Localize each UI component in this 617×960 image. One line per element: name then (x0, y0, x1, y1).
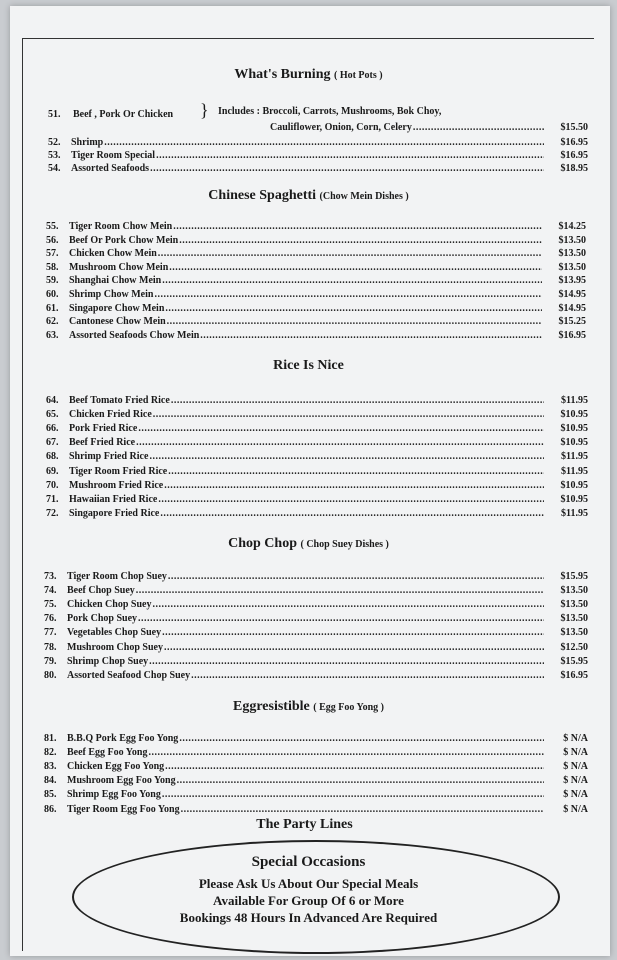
item-name: Singapore Fried Rice (69, 507, 160, 519)
item-number: 71. (46, 493, 59, 505)
item-number: 74. (44, 585, 57, 597)
menu-item (46, 302, 586, 315)
item-price: $ N/A (563, 775, 588, 787)
item-name: Mushroom Fried Rice (69, 479, 164, 491)
menu-item (46, 394, 588, 407)
dot-leader (149, 450, 544, 463)
item-number: 79. (44, 655, 57, 667)
dot-leader (160, 507, 544, 520)
item-number: 60. (46, 289, 59, 300)
item-name: Pork Chop Suey (67, 613, 138, 625)
item-price: $13.50 (560, 585, 588, 597)
dot-leader (179, 732, 544, 745)
dot-leader (191, 669, 544, 682)
item-price: $16.95 (560, 137, 588, 148)
section-subtitle: ( Chop Suey Dishes ) (300, 539, 389, 550)
menu-item (46, 408, 588, 421)
item-number: 70. (46, 479, 59, 491)
dot-leader (165, 760, 544, 773)
item-name: Beef Egg Foo Yong (67, 747, 148, 759)
item-name: B.B.Q Pork Egg Foo Yong (67, 733, 179, 744)
section-title-rice-is-nice (0, 358, 617, 374)
dot-leader (150, 162, 544, 175)
menu-item (44, 746, 588, 759)
item-name: Mushroom Egg Foo Yong (67, 775, 176, 787)
section-title-whats-burning (0, 67, 617, 83)
dot-leader (168, 570, 544, 583)
item-name: Beef Tomato Fried Rice (69, 395, 170, 406)
menu-item (46, 274, 586, 287)
item-number: 80. (44, 669, 57, 681)
item-price: $14.95 (558, 302, 586, 314)
item-number: 68. (46, 451, 59, 463)
special-occasions-line-1: Please Ask Us About Our Special Meals (198, 876, 419, 891)
section-heading: Chop Chop (228, 536, 297, 551)
item-number: 81. (44, 733, 57, 744)
dot-leader (156, 149, 544, 162)
section-title-chop-chop (0, 536, 617, 552)
item-price: $15.95 (560, 655, 588, 667)
dot-leader (158, 493, 544, 506)
item-number: 65. (46, 409, 59, 421)
item-price: $ N/A (563, 803, 588, 815)
item-name: Cantonese Chow Mein (69, 316, 166, 328)
item-name: Chicken Chow Mein (69, 248, 157, 260)
item-price: $16.95 (558, 329, 586, 341)
dot-leader (149, 655, 544, 668)
item-number: 76. (44, 613, 57, 625)
item-name: Assorted Seafoods (71, 163, 150, 174)
dot-leader (177, 774, 544, 787)
item-name: Tiger Room Fried Rice (69, 465, 168, 477)
menu-item-51 (48, 108, 198, 121)
menu-item (46, 507, 588, 520)
item-number: 77. (44, 627, 57, 639)
item-name: Shrimp Egg Foo Yong (67, 789, 161, 801)
dot-leader (165, 302, 542, 315)
item-number: 64. (46, 395, 59, 406)
item-price: $11.95 (561, 395, 588, 406)
item-price: $16.95 (560, 669, 588, 681)
menu-item (46, 436, 588, 449)
item-number: 75. (44, 599, 57, 611)
item-number: 86. (44, 803, 57, 815)
item-price: $ N/A (563, 733, 588, 744)
section-subtitle: (Chow Mein Dishes ) (319, 191, 409, 202)
menu-item-53 (48, 149, 588, 162)
dot-leader (181, 803, 544, 816)
item-name: Pork Fried Rice (69, 423, 138, 435)
section-title-eggresistible (0, 699, 617, 715)
item-number: 58. (46, 261, 59, 273)
menu-item (44, 641, 588, 654)
menu-item (46, 288, 586, 301)
section-heading: Rice Is Nice (273, 358, 344, 373)
item-price: $10.95 (560, 437, 588, 449)
item-price: $ N/A (563, 761, 588, 773)
dot-leader (138, 612, 544, 625)
item-number: 63. (46, 329, 59, 341)
item-price: $14.25 (558, 221, 586, 232)
dot-leader (164, 641, 544, 654)
item-price: $18.95 (560, 163, 588, 174)
item-name: Tiger Room Special (71, 150, 156, 161)
item-price: $13.50 (558, 248, 586, 260)
item-name: Chicken Egg Foo Yong (67, 761, 165, 773)
item-number: 85. (44, 789, 57, 801)
dot-leader (413, 121, 544, 134)
special-occasions-line-3: Bookings 48 Hours In Advanced Are Required (179, 910, 438, 925)
item-price: $15.50 (560, 122, 588, 133)
item-price: $10.95 (560, 493, 588, 505)
section-heading: Chinese Spaghetti (208, 188, 317, 203)
special-occasions-line-2: Available For Group Of 6 or More (213, 893, 404, 908)
item-number: 66. (46, 423, 59, 435)
item-price: $11.95 (561, 465, 588, 477)
dot-leader (138, 422, 544, 435)
item-number: 61. (46, 302, 59, 314)
dot-leader (162, 626, 544, 639)
item-price: $13.50 (558, 234, 586, 246)
menu-item (44, 732, 588, 745)
item-price: $14.95 (558, 289, 586, 300)
item-name: Tiger Room Egg Foo Yong (67, 803, 180, 815)
menu-item (46, 234, 586, 247)
section-subtitle: ( Egg Foo Yong ) (313, 702, 384, 713)
item-name: Shanghai Chow Mein (69, 275, 162, 287)
menu-item (44, 598, 588, 611)
item-name: Mushroom Chow Mein (69, 261, 169, 273)
section-heading: What's Burning (234, 67, 331, 82)
item-number: 53. (48, 150, 61, 161)
menu-item (44, 788, 588, 801)
dot-leader (158, 247, 542, 260)
dot-leader (162, 274, 542, 287)
section-heading: Eggresistible (233, 699, 310, 714)
item-price: $10.95 (560, 423, 588, 435)
item-number: 73. (44, 571, 57, 582)
dot-leader (168, 465, 544, 478)
dot-leader (167, 315, 542, 328)
menu-item (46, 220, 586, 233)
item-name: Singapore Chow Mein (69, 302, 165, 314)
item-name: Vegetables Chop Suey (67, 627, 162, 639)
menu-item (44, 803, 588, 816)
item-price: $13.50 (560, 599, 588, 611)
item-name: Beef Fried Rice (69, 437, 136, 449)
item-number: 82. (44, 747, 57, 759)
item-name: Chicken Chop Suey (67, 599, 152, 611)
special-occasions-title: Special Occasions (251, 854, 366, 870)
item-price: $11.95 (561, 451, 588, 463)
item-name: Beef Chop Suey (67, 585, 135, 597)
item-name: Mushroom Chop Suey (67, 641, 163, 653)
item-number: 51. (48, 109, 61, 120)
item-name: Shrimp Chow Mein (69, 289, 154, 300)
menu-item (46, 315, 586, 328)
menu-item (44, 760, 588, 773)
menu-item (46, 493, 588, 506)
dot-leader (171, 394, 544, 407)
item-number: 52. (48, 137, 61, 148)
dot-leader (169, 261, 542, 274)
menu-item (46, 479, 588, 492)
dot-leader (179, 234, 542, 247)
menu-item (44, 669, 588, 682)
menu-item (44, 626, 588, 639)
item-price: $15.25 (558, 316, 586, 328)
menu-item (46, 450, 588, 463)
item-price: $ N/A (563, 789, 588, 801)
menu-item (46, 261, 586, 274)
item-price: $12.50 (560, 641, 588, 653)
dot-leader (164, 479, 544, 492)
menu-item (46, 465, 588, 478)
item-number: 56. (46, 234, 59, 246)
item-number: 67. (46, 437, 59, 449)
item-name: Shrimp Fried Rice (69, 451, 149, 463)
dot-leader (152, 598, 544, 611)
item-price: $15.95 (560, 571, 588, 582)
party-lines-heading: The Party Lines (256, 817, 353, 832)
brace-symbol: } (200, 100, 209, 120)
item-number: 84. (44, 775, 57, 787)
item-price: $16.95 (560, 150, 588, 161)
item-name: Assorted Seafoods Chow Mein (69, 329, 200, 341)
item-number: 72. (46, 507, 59, 519)
item-name: Assorted Seafood Chop Suey (67, 669, 191, 681)
item-number: 83. (44, 761, 57, 773)
menu-item (46, 247, 586, 260)
section-title-chinese-spaghetti (0, 188, 617, 204)
dot-leader (148, 746, 544, 759)
item-name: Tiger Room Chow Mein (69, 221, 173, 232)
item-price: $11.95 (561, 507, 588, 519)
item-number: 69. (46, 465, 59, 477)
dot-leader (154, 288, 542, 301)
menu-item (44, 570, 588, 583)
includes-line-2-row (270, 121, 588, 134)
item-price: $ N/A (563, 747, 588, 759)
menu-item (44, 612, 588, 625)
item-name: Chicken Fried Rice (69, 409, 152, 421)
item-number: 59. (46, 275, 59, 287)
item-number: 62. (46, 316, 59, 328)
item-name: Shrimp (71, 137, 104, 148)
menu-item (44, 774, 588, 787)
item-name: Shrimp Chop Suey (67, 655, 149, 667)
menu-item (46, 422, 588, 435)
item-price: $13.50 (560, 627, 588, 639)
item-number: 57. (46, 248, 59, 260)
item-price: $10.95 (560, 479, 588, 491)
dot-leader (136, 436, 544, 449)
dot-leader (153, 408, 544, 421)
item-number: 54. (48, 163, 61, 174)
item-number: 78. (44, 641, 57, 653)
section-subtitle: ( Hot Pots ) (333, 70, 383, 81)
menu-item (46, 329, 586, 342)
menu-item-54 (48, 162, 588, 175)
item-number: 55. (46, 221, 59, 232)
menu-item (44, 655, 588, 668)
item-name: Beef Or Pork Chow Mein (69, 234, 179, 246)
item-name: Hawaiian Fried Rice (69, 493, 158, 505)
item-name: Beef , Pork Or Chicken (73, 109, 174, 120)
item-price: $13.50 (560, 613, 588, 625)
item-price: $13.50 (558, 261, 586, 273)
item-name: Tiger Room Chop Suey (67, 571, 167, 582)
includes-line-2: Cauliflower, Onion, Corn, Celery (270, 122, 412, 133)
menu-item (44, 584, 588, 597)
dot-leader (136, 584, 544, 597)
dot-leader (200, 329, 542, 342)
dot-leader (104, 136, 544, 149)
includes-line-1: Includes : Broccoli, Carrots, Mushrooms, Bok Choy, (218, 106, 442, 117)
item-price: $10.95 (560, 409, 588, 421)
dot-leader (173, 220, 542, 233)
dot-leader (162, 788, 544, 801)
menu-item-52 (48, 136, 588, 149)
item-price: $13.95 (558, 275, 586, 287)
